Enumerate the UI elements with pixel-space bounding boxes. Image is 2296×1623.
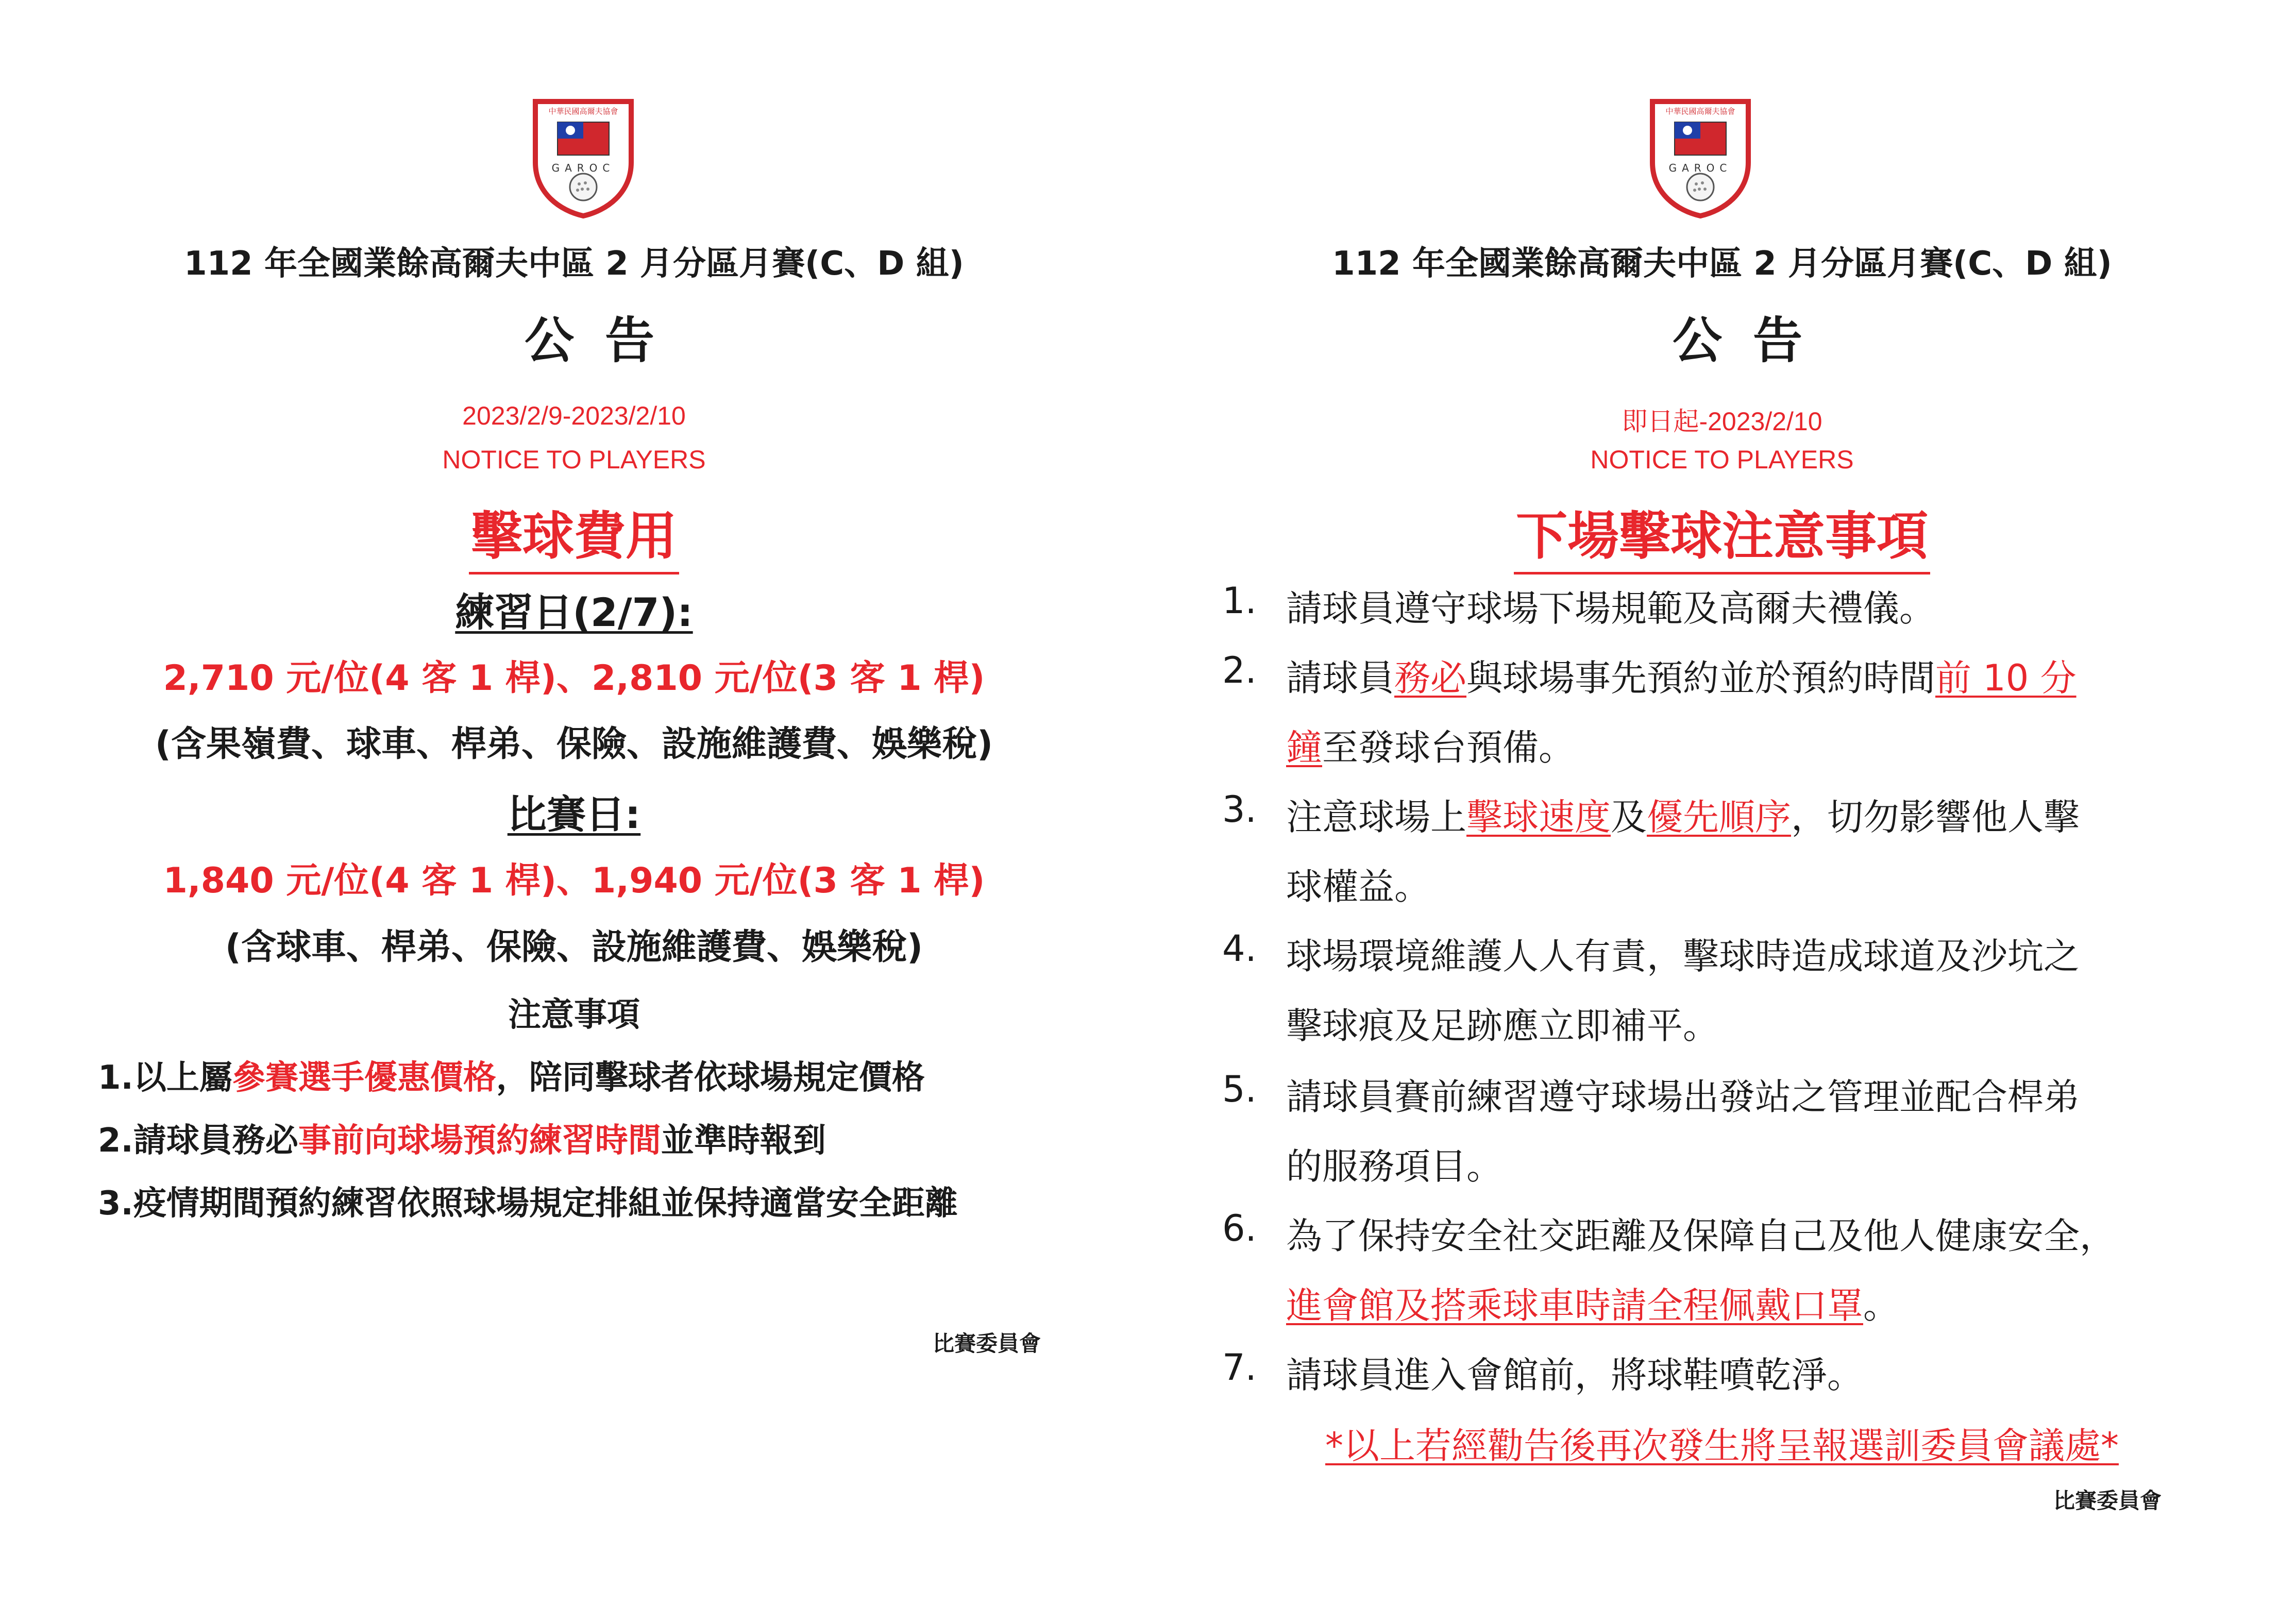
tournament-subtitle: 112 年全國業餘高爾夫中區 2 月分區月賽(C、D 組) [1332,245,2112,283]
announcement-title: 公告 [1673,312,1833,369]
rule-highlight: 前 10 分 [1935,657,2076,699]
notes-heading: 注意事項 [508,996,640,1034]
notice-to-players: NOTICE TO PLAYERS [1590,445,1854,474]
note-text: 2.請球員務必 [98,1122,298,1160]
rule-text: 。 [1863,1284,1899,1327]
rules-heading-text: 下場擊球注意事項 [1514,495,1930,574]
tournament-subtitle: 112 年全國業餘高爾夫中區 2 月分區月賽(C、D 組) [184,245,964,283]
rule-5-line-2: 的服務項目。 [1286,1145,1502,1188]
practice-day-includes: (含果嶺費、球車、桿弟、保險、設施維護費、娛樂稅) [155,724,993,765]
note-text: 1.以上屬 [98,1059,232,1097]
committee-signature: 比賽委員會 [933,1331,1041,1356]
rule-2-line-2 [1286,719,1575,771]
practice-day-label: 練習日(2/7): [455,589,693,635]
rule-6-line-1: 為了保持安全社交距離及保障自己及他人健康安全， [1286,1215,2116,1257]
note-highlight: 事前向球場預約練習時間 [298,1122,661,1160]
note-text: ，陪同擊球者依球場規定價格 [496,1059,925,1097]
svg-text:中華民國高爾夫協會: 中華民國高爾夫協會 [548,107,618,116]
rule-number: 6. [1222,1207,1257,1249]
rule-text: 注意球場上 [1286,796,1466,838]
rule-number: 7. [1222,1346,1257,1389]
date-range: 2023/2/9-2023/2/10 [462,401,686,430]
rule-5-line-1: 請球員賽前練習遵守球場出發站之管理並配合桿弟 [1286,1076,2080,1118]
rule-highlight: 鐘 [1286,726,1322,769]
fee-heading-text: 擊球費用 [469,495,679,574]
rule-text: ，切勿影響他人擊 [1791,796,2080,838]
practice-day-fee: 2,710 元/位(4 客 1 桿)、2,810 元/位(3 客 1 桿) [163,658,985,699]
rule-highlight: 務必 [1394,657,1466,699]
note-highlight: 參賽選手優惠價格 [232,1059,496,1097]
svg-text:中華民國高爾夫協會: 中華民國高爾夫協會 [1665,107,1735,116]
rule-highlight: 進會館及搭乘球車時請全程佩戴口罩 [1286,1284,1863,1327]
rule-number: 1. [1222,580,1257,622]
garoc-logo-icon [1646,95,1754,219]
notice-to-players: NOTICE TO PLAYERS [442,445,706,474]
rule-number: 5. [1222,1068,1257,1110]
garoc-logo-icon [529,95,637,219]
rule-6-line-2 [1286,1277,1899,1329]
announcement-title: 公告 [525,312,685,369]
warning-text: *以上若經勸告後再次發生將呈報選訓委員會議處* [1325,1425,2119,1467]
match-day-fee: 1,840 元/位(4 客 1 桿)、1,940 元/位(3 客 1 桿) [163,860,985,901]
fee-heading [0,495,1148,574]
warning-line [1148,1417,2296,1469]
rule-number: 2. [1222,649,1257,691]
rule-number: 4. [1222,927,1257,970]
match-day-includes: (含球車、桿弟、保險、設施維護費、娛樂稅) [225,927,923,968]
rules-heading [1148,495,2296,574]
rule-text: 至發球台預備。 [1322,726,1575,769]
note-item [98,1114,826,1161]
rule-1-text: 請球員遵守球場下場規範及高爾夫禮儀。 [1286,587,1935,630]
rule-2-line-1 [1286,649,2076,701]
rule-highlight: 擊球速度 [1466,796,1611,838]
svg-text:GAROC: GAROC [551,162,615,174]
committee-signature: 比賽委員會 [2053,1488,2162,1513]
note-text: 3.疫情期間預約練習依照球場規定排組並保持適當安全距離 [98,1185,958,1223]
note-item [98,1177,958,1224]
rule-3-line-1 [1286,788,2080,840]
rule-7-text: 請球員進入會館前，將球鞋噴乾淨。 [1286,1354,1863,1396]
rule-text: 及 [1611,796,1647,838]
svg-text:GAROC: GAROC [1668,162,1732,174]
note-text: 並準時報到 [661,1122,826,1160]
rule-text: 與球場事先預約並於預約時間 [1466,657,1935,699]
rule-3-line-2: 球權益。 [1286,866,1430,908]
rule-number: 3. [1222,788,1257,831]
garoc-logo-graphic [529,95,637,219]
rule-highlight: 優先順序 [1647,796,1791,838]
rule-4-line-2: 擊球痕及足跡應立即補平。 [1286,1005,1719,1047]
rule-text: 請球員 [1286,657,1394,699]
garoc-logo-graphic [1646,95,1754,219]
rule-4-line-1: 球場環境維護人人有責，擊球時造成球道及沙坑之 [1286,935,2080,977]
note-item [98,1051,925,1098]
date-range: 即日起-2023/2/10 [1622,407,1822,436]
match-day-label: 比賽日: [507,791,641,837]
